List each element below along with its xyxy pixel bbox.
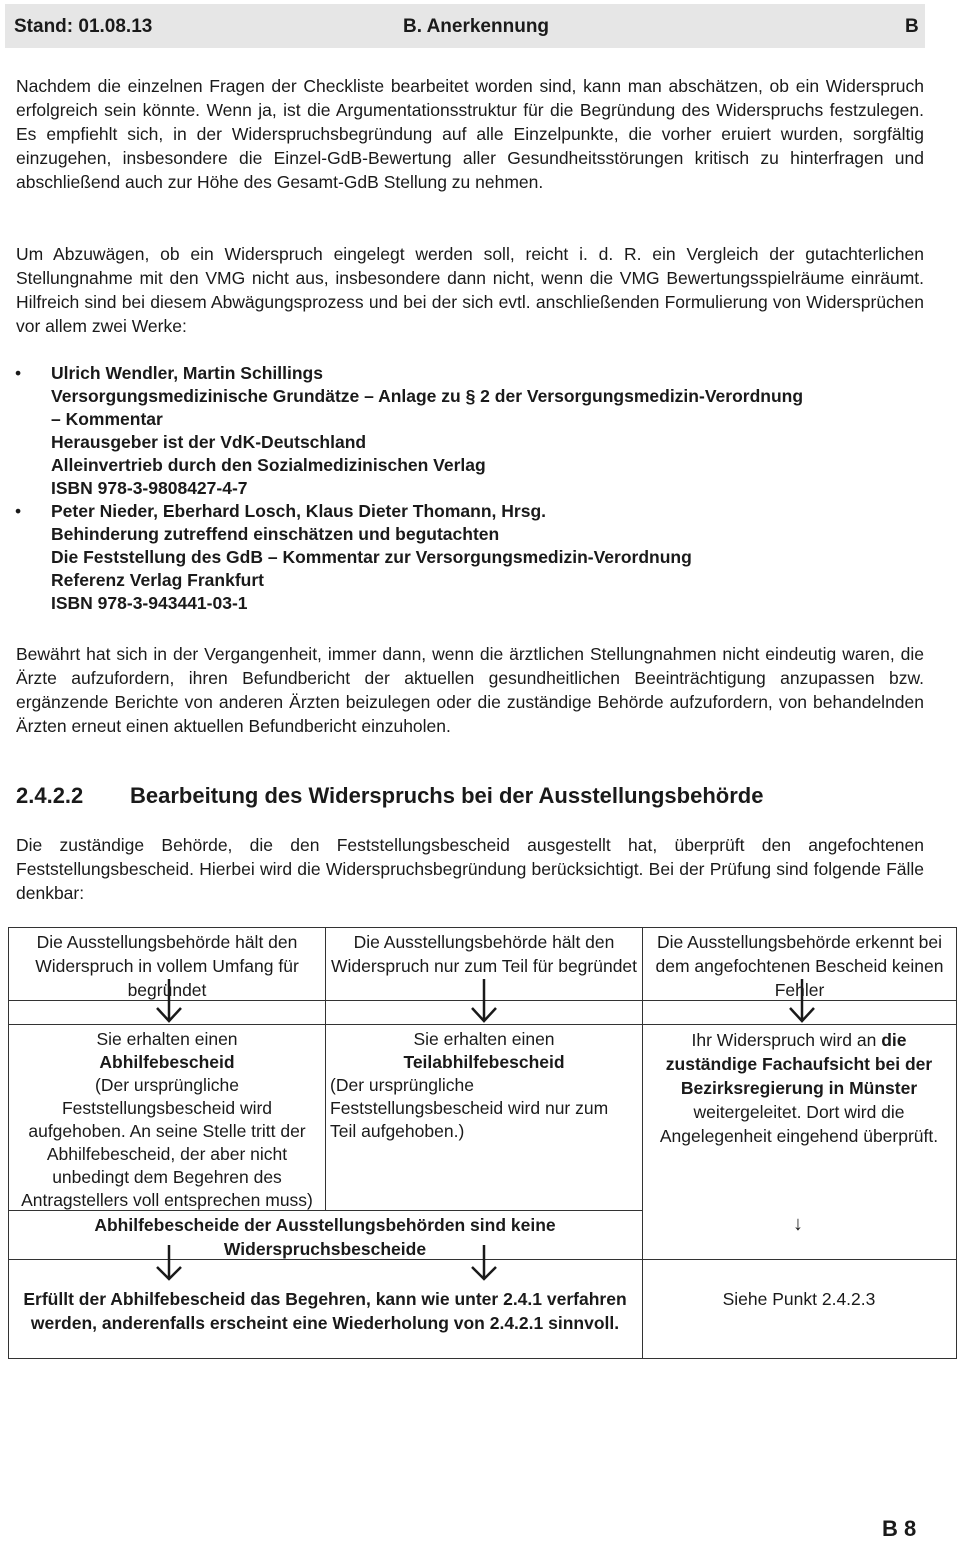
result-partial-detail: (Der ursprüngliche Feststellungsbescheid wird nur zum Teil aufgehoben.): [330, 1075, 609, 1141]
result-partial-text: [330, 1028, 638, 1143]
header-date: Stand: 01.08.13: [14, 16, 153, 37]
book-publisher: Referenz Verlag Frankfurt: [51, 570, 264, 590]
section-title: Bearbeitung des Widerspruchs bei der Ausstellungsbehörde: [130, 783, 764, 808]
book-subtitle: Die Feststellung des GdB – Kommentar zur Versorgungsmedizin-Verordnung: [51, 547, 692, 567]
result-none-detail: weitergeleitet. Dort wird die Angelegenheit eingehend überprüft.: [659, 1102, 939, 1146]
result-partial-type: Teilabhilfebescheid: [403, 1052, 565, 1072]
arrow-down-icon: [469, 977, 499, 1025]
note-text: Abhilfebescheide der Ausstellungsbehörden sind keine Widerspruchsbescheide: [94, 1215, 556, 1259]
small-arrow: ↓: [793, 1213, 803, 1235]
book-distribution: Alleinvertrieb durch den Sozialmedizinischen Verlag: [51, 455, 486, 475]
book-authors: • Ulrich Wendler, Martin Schillings: [51, 363, 323, 383]
header-chapter: B. Anerkennung: [403, 16, 550, 37]
arrow-down-icon: [154, 1243, 184, 1283]
result-none-lead: Ihr Widerspruch wird an: [691, 1030, 877, 1050]
result-full-lead: Sie erhalten einen: [96, 1029, 238, 1049]
result-none-authority: die zuständige Fachaufsicht bei der Bezirksregierung in Münster: [665, 1030, 933, 1098]
final-text: Erfüllt der Abhilfebescheid das Begehren, kann wie unter 2.4.1 verfahren werden, anderenfalls erscheint eine Wiederholung von 2.4.2.1 sinnvoll.: [23, 1289, 627, 1333]
book-authors: • Peter Nieder, Eberhard Losch, Klaus Dieter Thomann, Hrsg.: [51, 501, 546, 521]
section-number: 2.4.2.2: [16, 783, 84, 808]
arrow-down-icon: [469, 1243, 499, 1283]
paragraph-checklist: Nachdem die einzelnen Fragen der Checkliste bearbeitet worden sind, kann man abschätzen, ob ein Widerspruch erfolgreich sein könnte. Wenn ja, ist die Argumentationsstruktur für die Begründung des Widerspruchs festzulegen. Es empfiehlt sich, in der Widerspruchsbegründung auf alle Einzelpunkte, die vorher eruiert wurden, sorgfältig einzugehen, insbesondere die Einzel-GdB-Bewertung aller Gesundheitsstörungen kritisch zu hinterfragen und abschließend auch zur Höhe des Gesamt-GdB Stellung zu nehmen.: [16, 76, 924, 192]
book-item: [16, 500, 936, 615]
paragraph-weighing: Um Abzuwägen, ob ein Widerspruch eingelegt werden soll, reicht i. d. R. ein Vergleich der gutachterlichen Stellungnahme mit den VMG nicht aus, insbesondere dann nicht, wenn die VMG Bewertungsspielräume einräumt. Hilfreich sind bei diesem Abwägungsprozess und bei der sich evtl. anschließenden Formulierung von Widersprüchen vor allem zwei Werke:: [16, 244, 924, 336]
book-subtitle: – Kommentar: [51, 409, 163, 429]
book-list: [16, 362, 936, 615]
paragraph-experience: Bewährt hat sich in der Vergangenheit, immer dann, wenn die ärztlichen Stellungnahmen nicht eindeutig waren, die Ärzte aufzufordern, ihren Befundbericht der aktuellen gesundheitlichen Beeinträchtigung anzupassen bzw. ergänzende Berichte von anderen Ärzten beizulegen oder die zuständige Behörde aufzufordern, von behandelnden Ärzten erneut einen aktuellen Befundbericht einzuholen.: [16, 644, 924, 736]
page-number: B 8: [882, 1516, 917, 1541]
case-none-text: Die Ausstellungsbehörde erkennt bei dem angefochtenen Bescheid keinen Fehler: [655, 932, 944, 1000]
case-partial-text: Die Ausstellungsbehörde hält den Widerspruch nur zum Teil für begründet: [330, 932, 638, 976]
book-isbn: ISBN 978-3-9808427-4-7: [51, 478, 248, 498]
book-item: [16, 362, 936, 500]
book-title: Behinderung zutreffend einschätzen und begutachten: [51, 524, 500, 544]
result-full-type: Abhilfebescheid: [99, 1052, 235, 1072]
page-header: [5, 4, 925, 48]
book-isbn: ISBN 978-3-943441-03-1: [51, 593, 248, 613]
see-text: Siehe Punkt 2.4.2.3: [722, 1289, 876, 1309]
arrow-down-icon: [154, 977, 184, 1025]
case-full-text: Die Ausstellungsbehörde hält den Widerspruch in vollem Umfang für begründet: [35, 932, 299, 1000]
result-full-text: [18, 1028, 316, 1212]
paragraph-review: Die zuständige Behörde, die den Feststellungsbescheid ausgestellt hat, überprüft den angefochtenen Feststellungsbescheid. Hierbei wird die Widerspruchsbegründung berücksichtigt. Bei der Prüfung sind folgende Fälle denkbar:: [16, 835, 924, 903]
book-publisher: Herausgeber ist der VdK-Deutschland: [51, 432, 367, 452]
arrow-down-icon: [787, 977, 817, 1025]
result-partial-lead: Sie erhalten einen: [413, 1029, 555, 1049]
book-title: Versorgungsmedizinische Grundätze – Anlage zu § 2 der Versorgungsmedizin-Verordnung: [51, 386, 804, 406]
result-none-text: [646, 1028, 952, 1148]
result-full-detail: (Der ursprüngliche Feststellungsbescheid wird aufgehoben. An seine Stelle tritt der Abhilfebescheid, der aber nicht unbedingt dem Begehren des Antragstellers voll entsprechen muss): [21, 1075, 313, 1210]
header-letter: B: [905, 16, 919, 37]
